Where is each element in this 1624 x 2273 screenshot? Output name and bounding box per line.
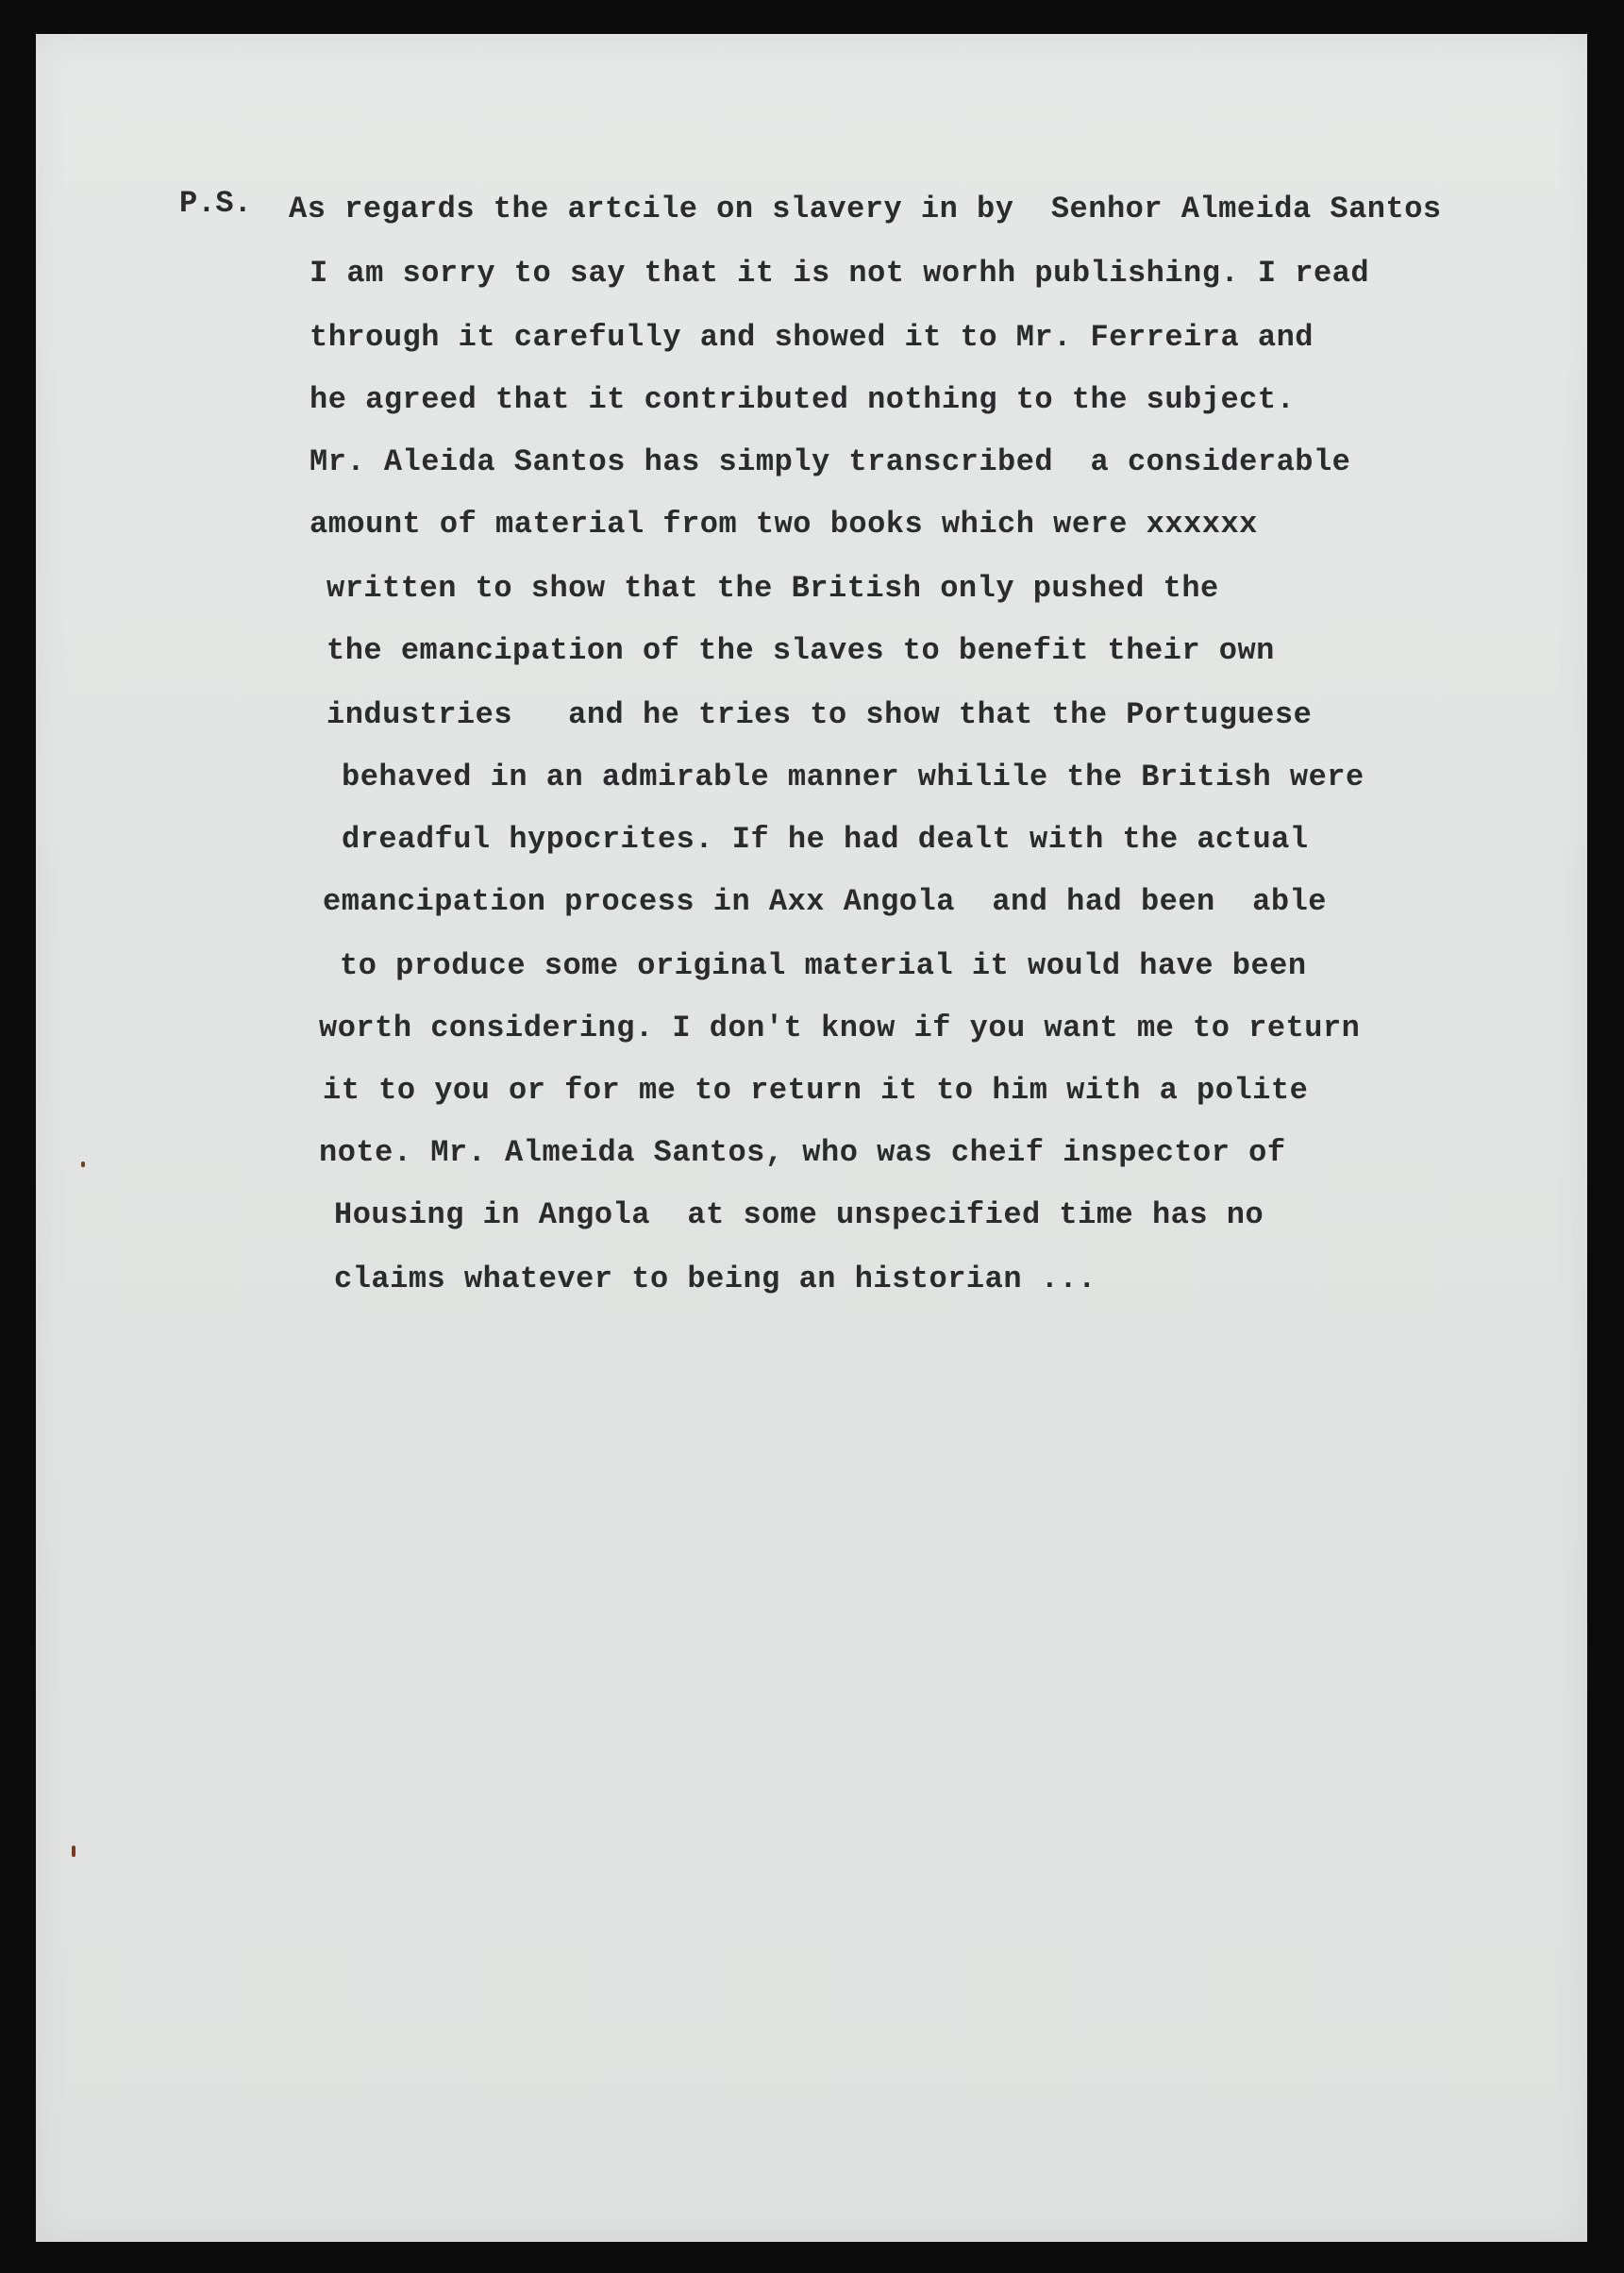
paper-blemish-mark bbox=[72, 1846, 75, 1857]
letter-line: dreadful hypocrites. If he had dealt with the actual bbox=[342, 822, 1309, 857]
letter-line: he agreed that it contributed nothing to the subject. bbox=[310, 382, 1296, 417]
letter-line: the emancipation of the slaves to benefit their own bbox=[326, 633, 1275, 668]
typewritten-letter-sheet bbox=[36, 34, 1587, 2242]
letter-line: behaved in an admirable manner whilile the British were bbox=[342, 760, 1364, 794]
postscript-label: P.S. bbox=[179, 186, 252, 221]
letter-line: through it carefully and showed it to Mr. Ferreira and bbox=[310, 320, 1314, 355]
letter-line: written to show that the British only pushed the bbox=[326, 571, 1219, 606]
letter-line: I am sorry to say that it is not worhh publishing. I read bbox=[310, 256, 1370, 291]
letter-line: worth considering. I don't know if you want me to return bbox=[319, 1011, 1361, 1045]
paper-blemish-mark bbox=[81, 1162, 85, 1167]
letter-line: Mr. Aleida Santos has simply transcribed a considerable bbox=[310, 444, 1351, 479]
letter-line: note. Mr. Almeida Santos, who was cheif inspector of bbox=[319, 1135, 1286, 1170]
letter-line: it to you or for me to return it to him with a polite bbox=[323, 1073, 1309, 1108]
letter-line: emancipation process in Axx Angola and had been able bbox=[323, 884, 1327, 919]
letter-line: amount of material from two books which were xxxxxx bbox=[310, 507, 1258, 542]
letter-line: As regards the artcile on slavery in by Senhor Almeida Santos bbox=[289, 192, 1442, 226]
letter-line: industries and he tries to show that the Portuguese bbox=[326, 697, 1313, 732]
letter-line: to produce some original material it would have been bbox=[340, 948, 1307, 983]
letter-line: Housing in Angola at some unspecified time has no bbox=[334, 1197, 1264, 1232]
letter-line: claims whatever to being an historian ... bbox=[334, 1262, 1097, 1296]
